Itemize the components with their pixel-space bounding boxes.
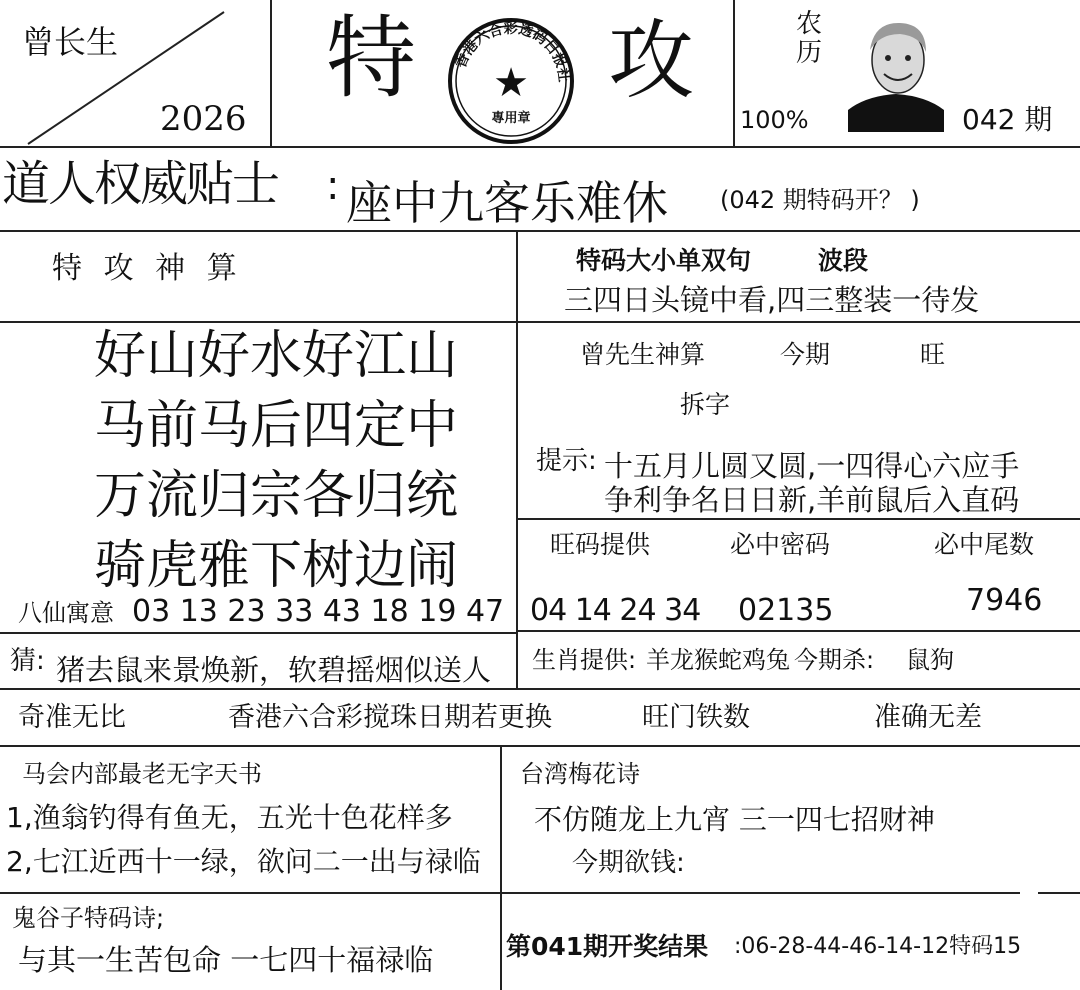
slogan-2: 香港六合彩搅珠日期若更换 [228, 702, 552, 733]
wang-label: 旺 [920, 340, 946, 369]
hint-line-1: 十五月儿圆又圆,一四得心六应手 [604, 449, 1020, 483]
slogan-4: 准确无差 [874, 702, 982, 733]
book-line-1: 1,渔翁钓得有鱼无，五光十色花样多 [6, 801, 453, 834]
guess-label: 猜: [10, 646, 45, 676]
lunar-label: 农历 [796, 9, 823, 68]
banner-colon: : [326, 163, 340, 209]
stamp-ring-text: 香港六合彩透码日报社 [452, 20, 572, 83]
te-ma-title: 特码大小单双句 [576, 246, 752, 275]
lower-divider [500, 746, 502, 990]
te-ma-verse: 三四日头镜中看,四三整装一待发 [564, 283, 980, 317]
header-divider-1 [270, 0, 272, 147]
result-label: 第041期开奖结果 [506, 932, 709, 961]
result-value: :06-28-44-46-14-12特码15 [734, 934, 1022, 959]
chaizi-label: 拆字 [680, 390, 731, 419]
banner-bottom-rule [0, 230, 1080, 232]
year-label: 2026 [160, 99, 247, 139]
stamp-seal-icon [446, 16, 576, 146]
shengxiao-label: 生肖提供: [532, 646, 637, 674]
header-divider-2 [733, 0, 735, 147]
wangma-label: 旺码提供 [550, 530, 651, 559]
author-portrait [848, 14, 944, 132]
poem-line-4: 骑虎雅下树边闹 [94, 536, 459, 596]
slogan-1: 奇准无比 [18, 702, 126, 733]
lower-right-rule [500, 892, 1020, 894]
book-line-2: 2,七江近西十一绿，欲问二一出与禄临 [6, 845, 481, 878]
right-top-rule [516, 321, 1080, 323]
slogan-3: 旺门铁数 [642, 702, 750, 733]
book-title: 马会内部最老无字天书 [22, 760, 262, 788]
baxian-label: 八仙寓意 [18, 599, 114, 627]
banner-verse: 座中九客乐难休 [346, 176, 668, 230]
banner-note: (042 期特码开？ ) [720, 186, 920, 214]
shengxiao-value: 羊龙猴蛇鸡兔 [646, 646, 790, 674]
author-name: 曾长生 [22, 23, 119, 61]
plum-verse: 不仿随龙上九宵 三一四七招财神 [534, 803, 935, 836]
issue-number: 042 期 [962, 103, 1053, 136]
lower-right-rule-end [1038, 892, 1080, 894]
plum-title: 台湾梅花诗 [520, 760, 640, 788]
bo-duan-label: 波段 [818, 246, 869, 275]
baxian-numbers: 03 13 23 33 43 18 19 47 [132, 594, 505, 629]
poem-line-1: 好山好水好江山 [94, 326, 459, 386]
guess-text: 猪去鼠来景焕新，软碧摇烟似送人 [56, 653, 492, 687]
percent-label: 100% [740, 106, 809, 134]
hint-rule [516, 518, 1080, 520]
guigu-title: 鬼谷子特码诗; [12, 904, 165, 932]
weishu-label: 必中尾数 [934, 530, 1035, 559]
mima-label: 必中密码 [730, 530, 831, 559]
stamp-star: ★ [493, 60, 529, 106]
stamp-bottom-text: 專用章 [491, 111, 531, 126]
zeng-label: 曾先生神算 [580, 340, 706, 369]
guigu-verse: 与其一生苦包命 一七四十福禄临 [18, 943, 434, 977]
left-panel-title: 特 攻 神 算 [52, 251, 243, 286]
wangma-value: 04 14 24 34 [530, 593, 701, 628]
title-gong: 攻 [608, 11, 694, 111]
lower-left-rule [0, 892, 501, 894]
sha-value: 鼠狗 [906, 646, 954, 674]
mima-value: 02135 [738, 593, 834, 628]
weishu-value: 7946 [966, 583, 1043, 618]
middle-divider [516, 231, 518, 688]
poem-line-2: 马前马后四定中 [94, 396, 459, 456]
slogan-bottom-rule [0, 745, 1080, 747]
jinqi-label: 今期 [780, 340, 831, 369]
poem-line-3: 万流归宗各归统 [94, 466, 459, 526]
hint-line-2: 争利争名日日新,羊前鼠后入直码 [604, 483, 1020, 517]
yuqian-label: 今期欲钱: [572, 848, 685, 878]
banner-label: 道人权威贴士 [2, 156, 279, 212]
jinqi-sha-label: 今期杀: [794, 646, 875, 674]
numbers-rule [516, 630, 1080, 632]
baxian-rule [0, 632, 517, 634]
slogan-top-rule [0, 688, 1080, 690]
hint-label: 提示: [536, 446, 597, 476]
title-te: 特 [326, 6, 416, 111]
left-title-rule [0, 321, 517, 323]
